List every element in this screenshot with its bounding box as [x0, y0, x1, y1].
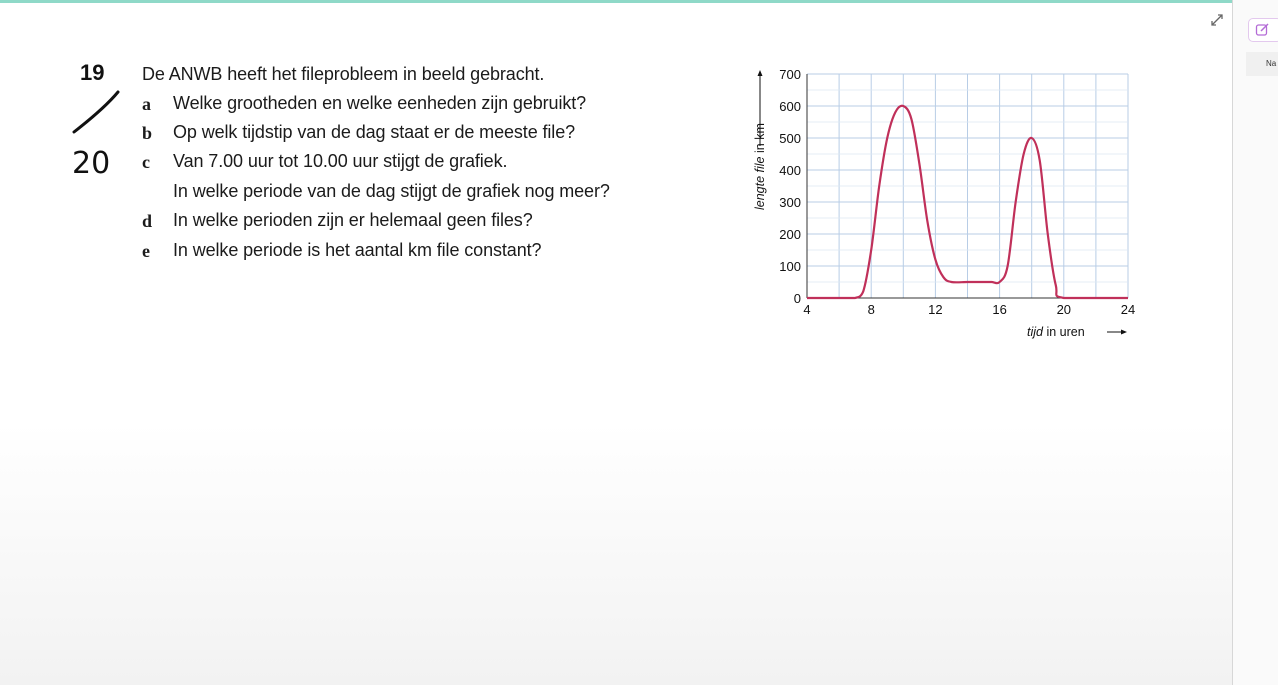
y-tick-label: 0: [793, 291, 801, 306]
x-axis-label: tijd in uren: [1027, 325, 1085, 339]
question-c-text-1: Van 7.00 uur tot 10.00 uur stijgt de grafiek.: [173, 151, 508, 171]
y-tick-label: 300: [779, 195, 801, 210]
question-e-text: In welke periode is het aantal km file constant?: [173, 240, 542, 260]
question-c-letter: c: [142, 152, 150, 172]
question-d-text: In welke perioden zijn er helemaal geen files?: [173, 210, 533, 230]
question-b-letter: b: [142, 123, 153, 143]
x-axis-arrow: [1107, 330, 1127, 335]
x-tick-label: 20: [1056, 302, 1072, 317]
question-a-letter: a: [142, 94, 151, 114]
side-panel-label: Na: [1246, 52, 1278, 76]
x-tick-label: 4: [803, 302, 811, 317]
chart-x-ticks: [803, 302, 1135, 317]
x-tick-label: 16: [992, 302, 1007, 317]
question-e-letter: e: [142, 241, 150, 261]
question-c-text-2: In welke periode van de dag stijgt de grafiek nog meer?: [173, 181, 610, 201]
exercise-number: 19: [80, 60, 105, 85]
question-a-text: Welke grootheden en welke eenheden zijn gebruikt?: [173, 93, 587, 113]
right-side-panel: [1232, 0, 1278, 685]
y-axis-label: lengte file in km: [753, 123, 767, 210]
question-d-letter: d: [142, 211, 153, 231]
expand-icon[interactable]: [1209, 12, 1225, 28]
x-tick-label: 8: [867, 302, 875, 317]
traffic-jam-chart: [745, 60, 1145, 350]
edit-icon: [1255, 23, 1271, 37]
y-tick-label: 200: [779, 227, 801, 242]
question-b-text: Op welk tijdstip van de dag staat er de meeste file?: [173, 122, 576, 142]
handwritten-number: 20: [72, 146, 111, 181]
chart-y-ticks: [779, 67, 801, 306]
chart-grid: [807, 74, 1128, 298]
exercise-intro: De ANWB heeft het fileprobleem in beeld gebracht.: [142, 64, 545, 84]
y-tick-label: 400: [779, 163, 801, 178]
y-tick-label: 600: [779, 99, 801, 114]
x-tick-label: 24: [1120, 302, 1136, 317]
y-tick-label: 700: [779, 67, 801, 82]
x-tick-label: 12: [928, 302, 943, 317]
y-tick-label: 500: [779, 131, 801, 146]
edit-button[interactable]: [1248, 18, 1278, 42]
y-tick-label: 100: [779, 259, 801, 274]
handwritten-slash: [70, 88, 122, 136]
